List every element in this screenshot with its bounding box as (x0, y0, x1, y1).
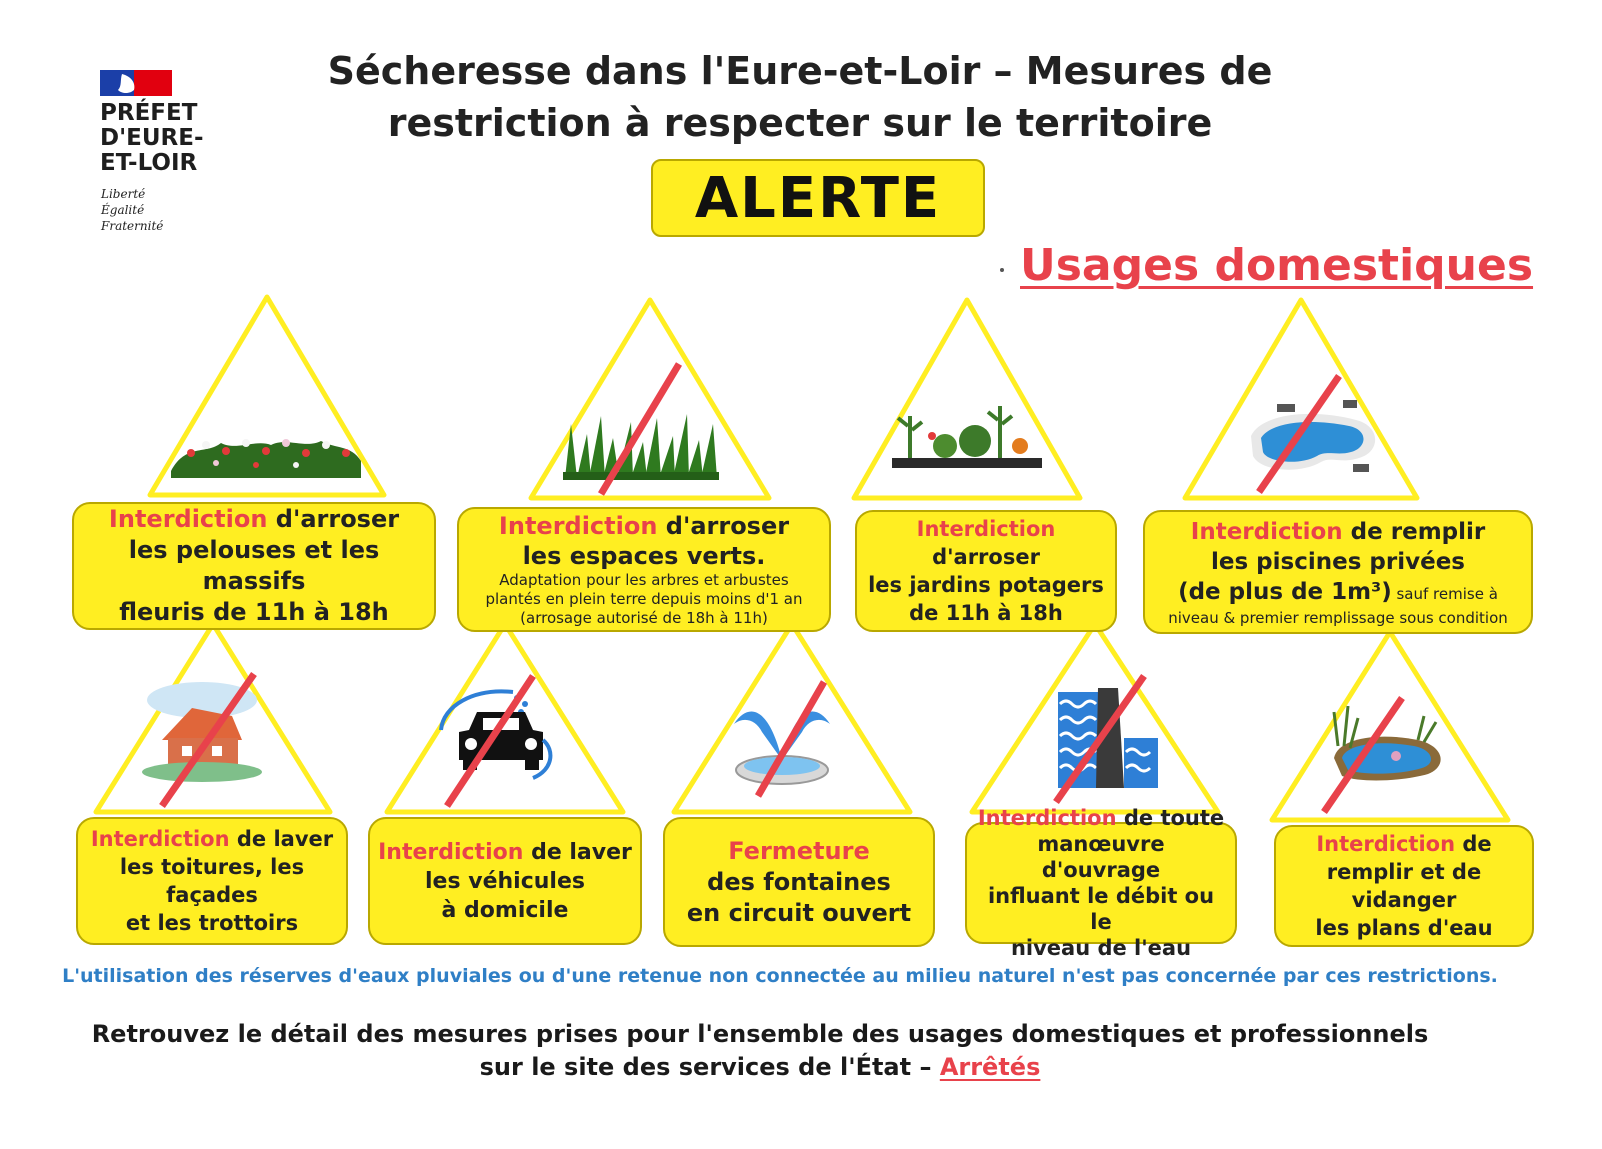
prefecture-line: PRÉFET (100, 100, 198, 126)
house-roof-icon (142, 682, 262, 782)
measure-text: les plans d'eau (1315, 916, 1493, 940)
footer-detail-line: Retrouvez le détail des mesures prises pour l'ensemble des usages domestiques et professionnels (91, 1020, 1429, 1048)
arretes-link[interactable]: Arrêtés (939, 1053, 1041, 1081)
warning-triangle (670, 620, 914, 816)
motto-line: Fraternité (101, 219, 164, 233)
measure-card-lawns (72, 502, 436, 630)
prefecture-line: D'EURE- (100, 125, 204, 151)
measure-text: à domicile (441, 897, 569, 923)
measure-keyword: Interdiction (977, 806, 1117, 830)
footer-detail (60, 1018, 1460, 1084)
measure-text: remplir et de vidanger (1326, 860, 1482, 912)
warning-triangle (850, 296, 1084, 502)
measure-text: de laver (229, 827, 334, 851)
measure-keyword: Interdiction (1316, 832, 1456, 856)
marianne-logo-icon (100, 70, 172, 96)
measure-text: (de plus de 1m³) (1178, 578, 1392, 605)
flower-bed-icon (171, 439, 361, 478)
warning-triangle (146, 293, 388, 499)
measure-keyword: Interdiction (108, 505, 268, 533)
motto-line: Égalité (101, 203, 145, 217)
measure-keyword: Interdiction (378, 839, 524, 865)
measure-text: d'arroser (267, 505, 400, 533)
vegetable-garden-icon (892, 406, 1042, 468)
measure-text: de (1455, 832, 1492, 856)
measure-text: niveau de l'eau (1010, 936, 1192, 960)
rainwater-exemption-note: L'utilisation des réserves d'eaux pluviales ou d'une retenue non connectée au milieu naturel n'est pas concernée par ces restrictions. (62, 965, 1498, 987)
measure-text: influant le débit ou le (987, 884, 1215, 934)
bullet-dot (1000, 268, 1004, 272)
measure-text: de laver (523, 839, 632, 865)
measure-card-pools (1143, 510, 1533, 634)
measure-keyword: Interdiction (1190, 518, 1343, 545)
measure-text: fleuris de 11h à 18h (119, 598, 389, 626)
measure-note: niveau & premier remplissage sous condition (1168, 608, 1508, 627)
measure-keyword: Interdiction (498, 512, 658, 540)
measure-text: en circuit ouvert (686, 898, 912, 927)
title-line: restriction à respecter sur le territoire (387, 101, 1213, 145)
measure-note: plantés en plein terre depuis moins d'1 an (485, 590, 803, 608)
measure-card-water-works (965, 806, 1237, 960)
title-line: Sécheresse dans l'Eure-et-Loir – Mesures de (327, 49, 1273, 93)
measure-text: des fontaines (707, 867, 891, 896)
warning-triangle (383, 620, 627, 816)
measure-card-ponds (1274, 825, 1534, 947)
warning-triangle (527, 296, 773, 502)
measure-text: les pelouses et les massifs (128, 536, 380, 595)
measure-text: et les trottoirs (125, 911, 299, 935)
measure-text: les toitures, les façades (119, 855, 305, 907)
measure-note: sauf remise à (1391, 584, 1498, 603)
measure-text: de remplir (1342, 518, 1486, 545)
measure-text: d'arroser (932, 545, 1040, 569)
measure-note: Adaptation pour les arbres et arbustes (499, 571, 789, 589)
warning-triangle (1268, 628, 1512, 824)
prefecture-name (100, 101, 204, 176)
measure-text: manœuvre d'ouvrage (1037, 832, 1165, 882)
measure-card-vegetable-gardens (855, 510, 1117, 632)
motto-line: Liberté (101, 187, 146, 201)
measure-text: les espaces verts. (522, 542, 766, 570)
alert-level-label: ALERTE (694, 165, 942, 231)
measure-keyword: Interdiction (916, 517, 1056, 541)
prefecture-line: ET-LOIR (100, 150, 198, 176)
section-heading: Usages domestiques (1020, 240, 1534, 291)
page-title (320, 45, 1280, 149)
measure-text: d'arroser (657, 512, 790, 540)
footer-detail-line: sur le site des services de l'État – (479, 1053, 940, 1081)
alert-level-badge (651, 159, 985, 237)
measure-note: (arrosage autorisé de 18h à 11h) (520, 609, 768, 627)
measure-keyword: Interdiction (90, 827, 230, 851)
measure-card-vehicles (368, 817, 642, 945)
warning-triangle (92, 620, 334, 816)
measure-text: de 11h à 18h (909, 601, 1063, 625)
measure-keyword: Fermeture (728, 836, 870, 865)
warning-triangle (1181, 296, 1421, 502)
measure-card-roofs (76, 817, 348, 945)
warning-triangle (968, 620, 1222, 816)
measure-card-green-spaces (457, 507, 831, 632)
measure-text: les véhicules (425, 868, 585, 894)
measure-text: de toute (1116, 806, 1225, 830)
measure-card-fountains (663, 817, 935, 947)
measure-text: les piscines privées (1211, 548, 1465, 575)
republic-motto (101, 186, 163, 234)
measure-text: les jardins potagers (868, 573, 1104, 597)
